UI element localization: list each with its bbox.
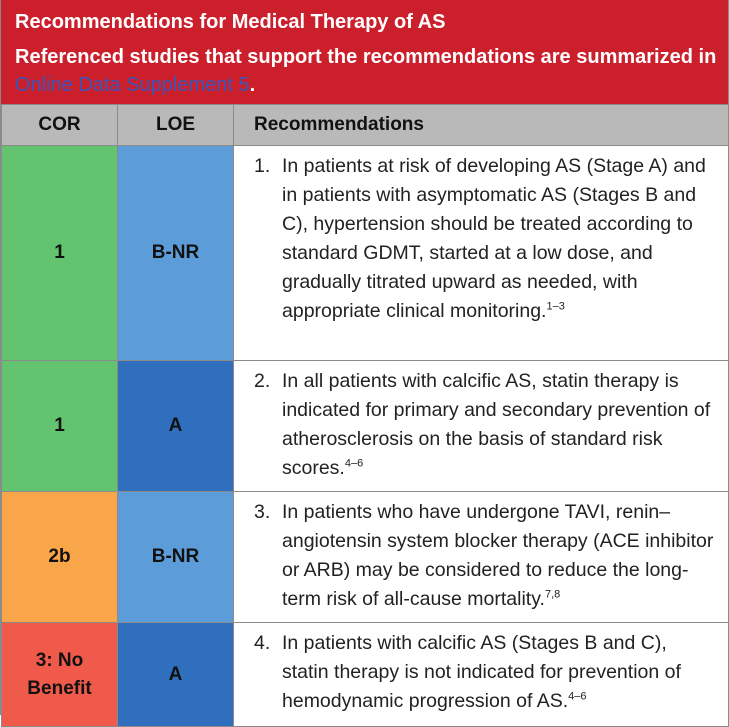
recommendation-text: In all patients with calcific AS, statin therapy is indicated for primary and secondary prevention of atherosclerosis on the basis of standard risk scores. [282,370,711,479]
recommendation-number: 1. [254,155,271,177]
column-header-cor: COR [2,105,118,146]
banner-subtitle-end: . [249,74,256,96]
recommendation-number: 3. [254,501,271,523]
table-row [2,361,729,492]
recommendation-text-wrap [282,629,718,716]
table-row [2,623,729,727]
banner-subtitle [15,43,728,99]
banner-subtitle-text: Referenced studies that support the recommendations are summarized in [15,46,717,68]
cor-cell: 1 [2,146,118,361]
recommendation-cell [234,623,729,727]
reference-superscript: 4–6 [344,457,364,470]
recommendation-cell [234,492,729,623]
table-row [2,146,729,361]
banner-title: Recommendations for Medical Therapy of AS [15,11,446,33]
recommendation-number: 4. [254,632,271,654]
reference-superscript: 1–3 [546,300,565,313]
recommendations-table [1,104,729,727]
column-header-loe: LOE [118,105,234,146]
loe-cell: B-NR [118,492,234,623]
online-data-supplement-link[interactable]: Online Data Supplement 5 [15,74,250,96]
recommendation-cell [234,361,729,492]
table-row [2,492,729,623]
title-banner [1,0,728,104]
loe-cell: A [118,361,234,492]
recommendation-number: 2. [254,370,271,392]
recommendation-text-wrap [282,152,718,326]
table-header-row [2,105,729,146]
recommendation-cell [234,146,729,361]
loe-cell: A [118,623,234,727]
cor-cell: 3: No Benefit [2,623,118,727]
cor-cell: 1 [2,361,118,492]
loe-cell: B-NR [118,146,234,361]
reference-superscript: 4–6 [568,690,587,703]
column-header-recommendations: Recommendations [234,105,729,146]
recommendation-text: In patients at risk of developing AS (Stage A) and in patients with asymptomatic AS (Stages B and C), hypertension should be treated according to standard GDMT, started at a low dose, and gradually titrated upward as needed, with appropriate clinical monitoring. [282,155,706,322]
recommendation-text: In patients who have undergone TAVI, renin–angiotensin system blocker therapy (ACE inhibitor or ARB) may be considered to reduce the long-term risk of all-cause mortality. [282,501,714,610]
reference-superscript: 7,8 [544,588,561,601]
recommendation-text: In patients with calcific AS (Stages B and C), statin therapy is not indicated for prevention of hemodynamic progression of AS. [282,632,681,712]
recommendation-text-wrap [282,367,718,483]
cor-cell: 2b [2,492,118,623]
recommendation-text-wrap [282,498,718,614]
